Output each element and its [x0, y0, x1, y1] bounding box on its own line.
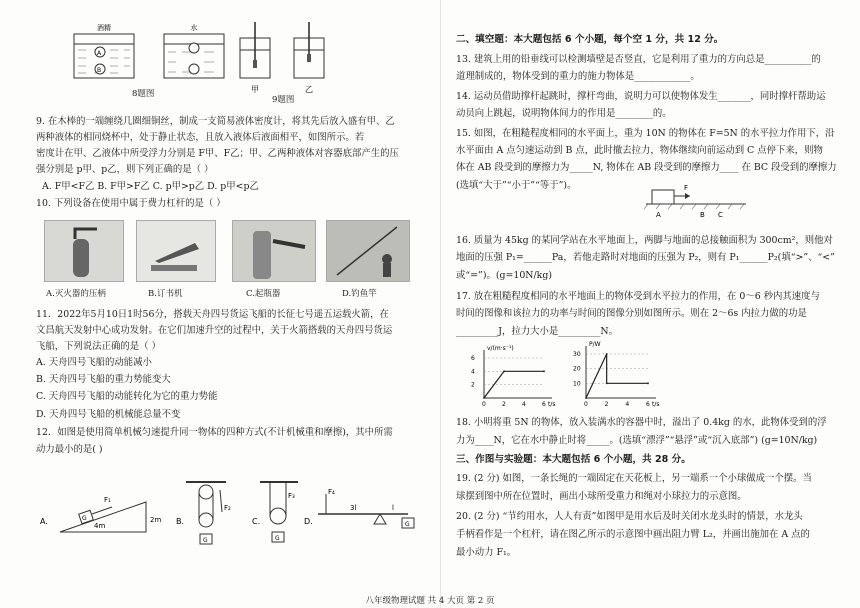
photo-fishing-rod — [326, 220, 410, 282]
data-point — [647, 382, 649, 384]
q13-line-2: 道理制成的，物体受到的重力的施力物体是____________。 — [456, 71, 700, 82]
q15-line-1: 15. 如图，在粗糙程度相同的水平面上，重为 10N 的物体在 F=5N 的水平拉力作用下，沿 — [456, 128, 835, 139]
q10-text: 10. 下列设备在使用中属于费力杠杆的是（ ） — [36, 198, 226, 209]
q18-line-2: 力为____N，它在水中静止时将_____。(选填“漂浮”“悬浮”或“沉入底部”) (g=10N/kg) — [456, 435, 818, 446]
q9-options: A. F甲<F乙 B. F甲>F乙 C. p甲>p乙 D. p甲<p乙 — [42, 181, 259, 192]
q9-line-2: 两种液体的相同烧杯中，处于静止状态，且放入液体后液面相平，如图所示。若 — [36, 132, 365, 143]
svg-text:A: A — [656, 211, 661, 219]
q11-line-3: 飞船，下列说法正确的是（ ） — [36, 341, 161, 352]
x-tick-label: 4 — [625, 401, 630, 408]
ball-b-water — [189, 64, 199, 74]
svg-text:水: 水 — [190, 24, 198, 32]
svg-text:B: B — [700, 211, 705, 219]
x-tick-label: 0 — [482, 401, 486, 408]
q12-line-1: 12．如图是使用简单机械匀速提升同一物体的四种方式(不计机械重和摩擦)，其中所需 — [36, 427, 393, 438]
svg-text:2m: 2m — [150, 516, 162, 524]
ball-a-water — [189, 43, 199, 53]
data-point — [606, 382, 608, 384]
data-point — [585, 397, 587, 399]
q11-option-c: C. 天舟四号飞船的动能转化为它的重力势能 — [36, 391, 218, 402]
q10-option-d: D.钓鱼竿 — [342, 289, 377, 299]
svg-text:酒精: 酒精 — [97, 24, 111, 32]
q17-line-3: _________J，拉力大小是_________N。 — [456, 326, 618, 337]
q15-line-2: 水平面由 A 点匀速运动到 B 点，此时撤去拉力，物体继续向前运动到 C 点停下来，则物 — [456, 145, 823, 156]
x-tick-label: 6 — [542, 401, 546, 408]
y-tick-label: 10 — [573, 380, 581, 388]
x-axis-label: t/s — [548, 401, 556, 408]
q10-option-b: B.订书机 — [148, 289, 183, 299]
q20-line-1: 20. (2 分) “节约用水，人人有责”如图甲是用水后及时关闭水龙头时的情景，水龙头 — [456, 511, 803, 522]
q14-line-1: 14. 运动员借助撑杆起跳时，撑杆弯曲，说明力可以使物体发生_______，同时撑杆帮助运 — [456, 91, 826, 102]
photo-fire-extinguisher — [44, 220, 124, 282]
q11-line-2: 文昌航天发射中心成功发射。在它们加速升空的过程中，关于火箭搭载的天舟四号货运 — [36, 325, 393, 336]
q16-line-1: 16. 质量为 45kg 的某同学站在水平地面上，两脚与地面的总接触面积为 300cm²，则他对 — [456, 235, 833, 246]
q9-line-3: 密度计在甲、乙液体中所受浮力分别是 F甲、F乙；甲、乙两种液体对容器底部产生的压 — [36, 148, 399, 159]
svg-text:F₃: F₃ — [288, 492, 295, 500]
y-tick-label: 2 — [471, 381, 475, 389]
power-time-chart — [566, 340, 662, 410]
svg-text:D.: D. — [304, 517, 313, 526]
series-line — [586, 354, 648, 398]
q16-line-3: 或“=”)。(g=10N/kg) — [456, 270, 552, 281]
svg-text:C.: C. — [252, 517, 261, 526]
svg-text:乙: 乙 — [305, 85, 313, 94]
svg-text:B.: B. — [176, 517, 185, 526]
data-point — [543, 370, 545, 372]
figure-15 — [636, 180, 756, 220]
svg-text:4m: 4m — [94, 522, 106, 530]
x-axis-label: t/s — [652, 401, 660, 408]
svg-text:B: B — [96, 67, 102, 74]
q19-line-1: 19. (2 分) 如图，一条长绳的一端固定在天花板上，另一端系一个小球做成一个摆。当 — [456, 473, 812, 484]
y-tick-label: 30 — [573, 351, 581, 358]
q11-option-d: D. 天舟四号飞船的机械能总量不变 — [36, 409, 181, 420]
right-column — [456, 0, 852, 608]
q10-option-c: C.起瓶器 — [246, 289, 281, 299]
svg-text:l: l — [392, 504, 394, 512]
svg-text:F₂: F₂ — [224, 504, 231, 512]
y-tick-label: 6 — [471, 355, 475, 362]
x-tick-label: 6 — [646, 401, 650, 408]
velocity-time-svg — [468, 340, 558, 410]
svg-text:C: C — [718, 211, 723, 219]
x-tick-label: 2 — [604, 401, 609, 408]
q9-line-1: 9. 在木棒的一端缠绕几圈细铜丝，制成一支简易液体密度计，将其先后放入盛有甲、乙 — [36, 116, 395, 127]
q11-option-a: A. 天舟四号飞船的动能减小 — [36, 357, 152, 368]
q12-line-2: 动力最小的是( ) — [36, 444, 103, 455]
svg-text:G: G — [405, 521, 410, 528]
y-tick-label: 4 — [471, 368, 475, 376]
q13-line-1: 13. 建筑上用的铅垂线可以检测墙壁是否竖直，它是利用了重力的方向总是__________的 — [456, 54, 821, 65]
q11-option-b: B. 天舟四号飞船的重力势能变大 — [36, 374, 171, 385]
velocity-time-chart — [468, 340, 558, 410]
section-3-heading: 三、作图与实验题：本大题包括 6 个小题，共 28 分。 — [456, 454, 691, 465]
svg-text:F₄: F₄ — [328, 488, 335, 496]
data-point — [606, 353, 608, 355]
q17-line-2: 时间的图像和该拉力的功率与时间的图像分别如图所示。则在 2～6s 内拉力做的功是 — [456, 308, 807, 319]
figure-8 — [64, 22, 234, 84]
power-time-svg — [566, 340, 662, 410]
q9-line-4: 强分别是 p甲、p乙，则下列正确的是（ ） — [36, 164, 214, 175]
q14-line-2: 动员向上跳起，说明物体间力的作用是________的。 — [456, 108, 672, 119]
data-point — [503, 370, 505, 372]
photo-stapler — [136, 220, 216, 282]
q19-line-2: 球摆到图中所在位置时，画出小球所受重力和绳对小球拉力的示意图。 — [456, 491, 747, 502]
x-tick-label: 0 — [584, 401, 588, 408]
q20-line-2: 手柄看作是一个杠杆，请在图乙所示的示意图中画出阻力臂 L₂，并画出施加在 A 点的 — [456, 529, 810, 540]
q18-line-1: 18. 小明将重 5N 的物体，放入装满水的容器中时，溢出了 0.4kg 的水，此物体受到的浮 — [456, 417, 827, 428]
photo-bottle-opener — [232, 220, 316, 282]
y-axis-label: v/(m·s⁻¹) — [487, 345, 514, 352]
figure-9-caption: 9题图 — [272, 95, 295, 105]
y-axis-label: P/W — [589, 341, 601, 348]
section-2-heading: 二、填空题：本大题包括 6 个小题，每个空 1 分，共 12 分。 — [456, 34, 724, 45]
data-point — [483, 397, 485, 399]
svg-text:G: G — [275, 535, 280, 542]
svg-text:F: F — [684, 184, 689, 192]
svg-text:G: G — [82, 515, 87, 522]
q15-line-3: 体在 AB 段受到的摩擦力为_____N, 物体在 AB 段受到的摩擦力____ 在 BC 段受到的摩擦力 — [456, 162, 837, 173]
q17-line-1: 17. 放在粗糙程度相同的水平地面上的物体受到水平拉力的作用，在 0～6 秒内其速度与 — [456, 291, 820, 302]
x-tick-label: 4 — [522, 401, 526, 408]
q11-line-1: 11．2022年5月10日1时56分，搭载天舟四号货运飞船的长征七号遥五运载火箭，在 — [36, 309, 389, 320]
page-fold — [440, 0, 441, 608]
figure-9 — [232, 20, 342, 100]
q16-line-2: 地面的压强 P₁=______Pa，若他走路时对地面的压强为 P₂，则有 P₁______P₂(填“>”、“<” — [456, 252, 835, 263]
svg-text:G: G — [203, 537, 208, 544]
x-tick-label: 2 — [502, 401, 506, 408]
left-column — [36, 0, 436, 608]
q15-line-4: (选填“大于”“小于”“等于”)。 — [456, 180, 577, 191]
y-tick-label: 20 — [573, 365, 581, 373]
figure-12 — [36, 476, 436, 558]
svg-text:A: A — [96, 50, 102, 57]
svg-text:A.: A. — [40, 517, 48, 526]
svg-text:F₁: F₁ — [104, 496, 111, 504]
figure-8-caption: 8题图 — [132, 89, 155, 99]
q20-line-3: 最小动力 F₁。 — [456, 547, 517, 558]
svg-text:3l: 3l — [350, 504, 357, 512]
q10-option-a: A.灭火器的压柄 — [46, 289, 106, 299]
svg-text:甲: 甲 — [251, 85, 259, 94]
page-footer: 八年级物理试题 共 4 大页 第 2 页 — [365, 596, 495, 606]
